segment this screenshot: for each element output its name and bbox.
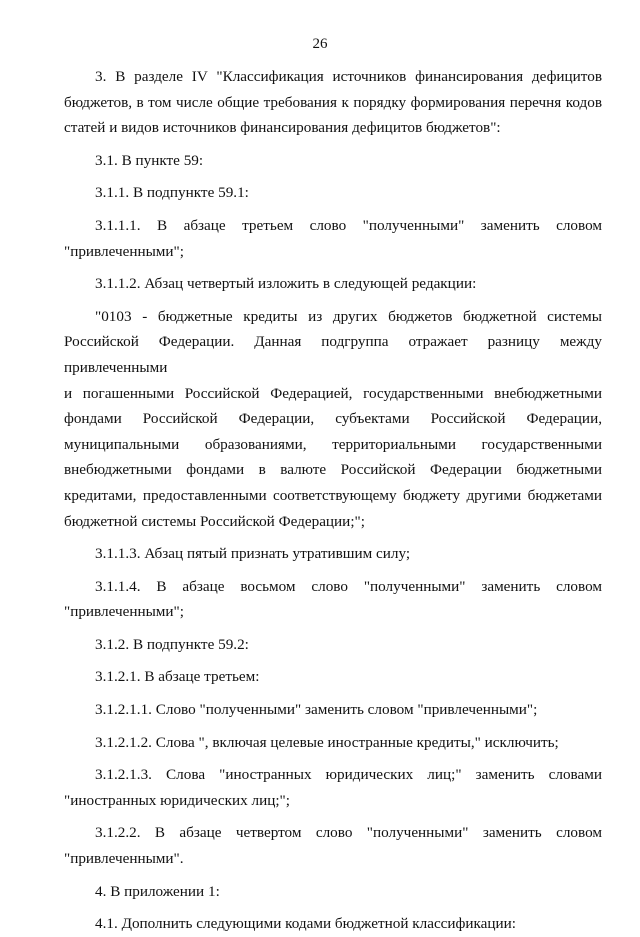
- page-number: 26: [312, 36, 328, 52]
- text-line: 3.1.2.2. В абзаце четвертом слово "полученными" заменить словом: [95, 824, 602, 842]
- text-line: муниципальными образованиями, территориальными государственными: [64, 435, 602, 453]
- text-line: и погашенными Российской Федерацией, государственными внебюджетными: [64, 384, 602, 402]
- text-line: 3.1.1.1. В абзаце третьем слово "полученными" заменить словом: [95, 216, 602, 234]
- paragraph: [64, 879, 602, 905]
- paragraph: [64, 762, 602, 813]
- paragraph: [64, 213, 602, 264]
- text-line: 4.1. Дополнить следующими кодами бюджетной классификации:: [95, 915, 517, 933]
- text-line: 3.1. В пункте 59:: [95, 151, 204, 169]
- text-line: бюджетов, в том числе общие требования к порядку формирования перечня кодов: [64, 93, 602, 111]
- document-body: [64, 64, 602, 937]
- text-line: 3.1.2.1.2. Слова ", включая целевые иностранные кредиты," исключить;: [95, 733, 559, 751]
- text-line: 3.1.2.1.3. Слова "иностранных юридических лиц;" заменить словами: [95, 766, 602, 784]
- text-line: "привлеченными";: [64, 603, 184, 621]
- text-line: бюджетной системы Российской Федерации;";: [64, 512, 365, 530]
- paragraph: [64, 64, 602, 141]
- text-line: Российской Федерации. Данная подгруппа отражает разницу между привлеченными: [64, 333, 602, 376]
- text-line: внебюджетными фондами в валюте Российской Федерации бюджетными: [64, 461, 602, 479]
- paragraph: [64, 730, 602, 756]
- text-line: 3.1.2. В подпункте 59.2:: [95, 635, 249, 653]
- text-line: 3.1.1.3. Абзац пятый признать утратившим силу;: [95, 545, 411, 563]
- text-line: статей и видов источников финансирования дефицитов бюджетов":: [64, 119, 501, 137]
- paragraph: [64, 271, 602, 297]
- paragraph: [64, 180, 602, 206]
- text-line: 3.1.1.2. Абзац четвертый изложить в следующей редакции:: [95, 275, 477, 293]
- paragraph: [64, 304, 602, 534]
- paragraph: [64, 632, 602, 658]
- text-line: фондами Российской Федерации, субъектами Российской Федерации,: [64, 410, 602, 428]
- text-line: 3.1.2.1.1. Слово "полученными" заменить словом "привлеченными";: [95, 701, 538, 719]
- text-line: "0103 - бюджетные кредиты из других бюджетов бюджетной системы: [95, 307, 602, 325]
- text-line: "иностранных юридических лиц;";: [64, 791, 290, 809]
- paragraph: [64, 697, 602, 723]
- text-line: "привлеченными".: [64, 850, 184, 868]
- paragraph: [64, 911, 602, 937]
- paragraph: [64, 820, 602, 871]
- paragraph: [64, 148, 602, 174]
- paragraph: [64, 664, 602, 690]
- text-line: 3.1.2.1. В абзаце третьем:: [95, 668, 260, 686]
- paragraph: [64, 541, 602, 567]
- text-line: 3. В разделе IV "Классификация источников финансирования дефицитов: [95, 68, 602, 85]
- paragraph: [64, 574, 602, 625]
- text-line: 3.1.1. В подпункте 59.1:: [95, 184, 249, 202]
- text-line: кредитами, предоставленными соответствующему бюджету другими бюджетами: [64, 486, 602, 504]
- text-line: 3.1.1.4. В абзаце восьмом слово "полученными" заменить словом: [95, 577, 602, 595]
- text-line: "привлеченными";: [64, 242, 184, 260]
- text-line: 4. В приложении 1:: [95, 882, 220, 900]
